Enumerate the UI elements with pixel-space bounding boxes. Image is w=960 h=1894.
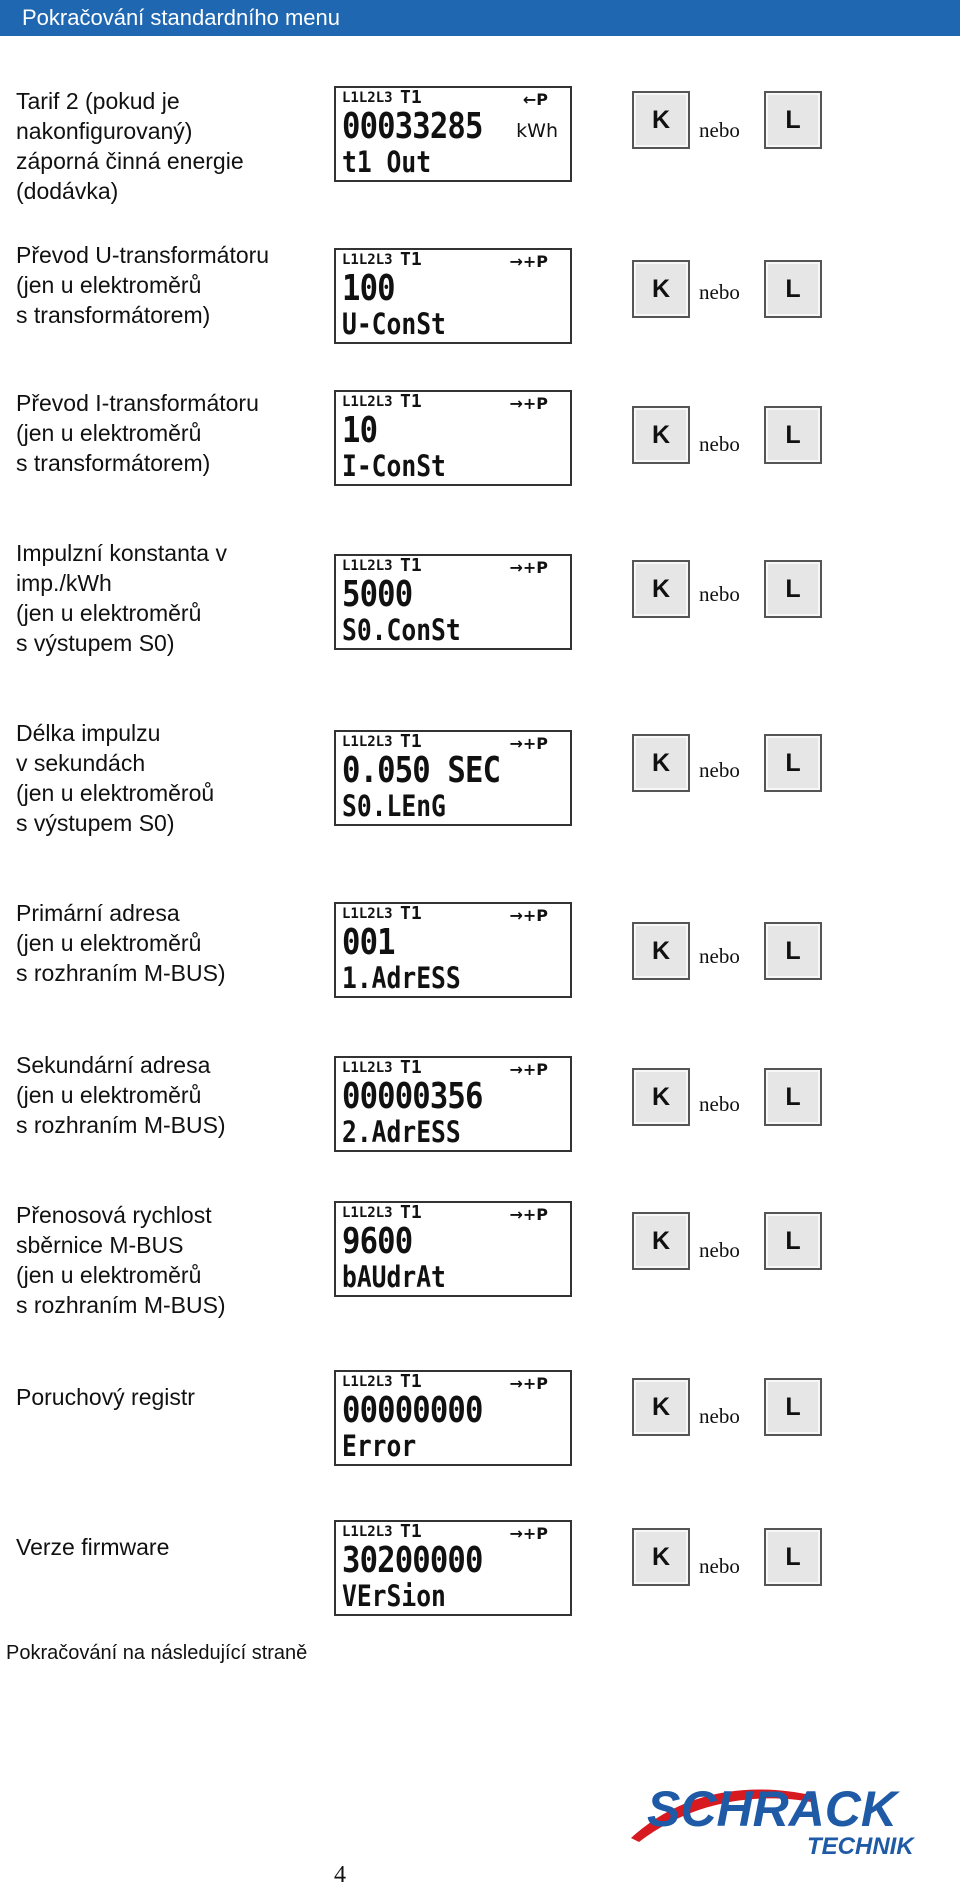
key-l-button[interactable]: L: [764, 91, 822, 149]
lcd-tariff: T1: [400, 731, 422, 752]
lcd-unit: kWh: [516, 120, 558, 142]
lcd-phases: L1L2L3: [342, 1060, 393, 1076]
continued-note: Pokračování na následující straně: [6, 1642, 308, 1664]
lcd-display: [334, 902, 572, 998]
lcd-phases: L1L2L3: [342, 558, 393, 574]
lcd-arrow-icon: →+P: [509, 252, 548, 271]
lcd-arrow-icon: →+P: [509, 1524, 548, 1543]
lcd-display: [334, 248, 572, 344]
lcd-arrow-icon: →+P: [509, 906, 548, 925]
lcd-code: S0.LEnG: [342, 789, 446, 823]
key-k-button[interactable]: K: [632, 1528, 690, 1586]
logo-sub: TECHNIK: [807, 1833, 914, 1860]
key-l-button[interactable]: L: [764, 260, 822, 318]
lcd-phases: L1L2L3: [342, 906, 393, 922]
lcd-value: 0.050 SEC: [342, 750, 501, 791]
lcd-phases: L1L2L3: [342, 394, 393, 410]
lcd-phases: L1L2L3: [342, 1524, 393, 1540]
lcd-phases: L1L2L3: [342, 734, 393, 750]
key-l-button[interactable]: L: [764, 560, 822, 618]
lcd-tariff: T1: [400, 903, 422, 924]
lcd-phases: L1L2L3: [342, 252, 393, 268]
lcd-code: S0.ConSt: [342, 613, 461, 647]
page-number: 4: [334, 1862, 346, 1888]
key-l-button[interactable]: L: [764, 734, 822, 792]
lcd-code: Error: [342, 1429, 417, 1463]
or-text: nebo: [699, 432, 740, 456]
or-text: nebo: [699, 582, 740, 606]
section-header-title: Pokračování standardního menu: [22, 5, 340, 30]
row-label: Délka impulzu v sekundách (jen u elektroměroů s výstupem S0): [16, 720, 215, 836]
lcd-display: [334, 390, 572, 486]
key-k-button[interactable]: K: [632, 406, 690, 464]
lcd-display: [334, 1201, 572, 1297]
lcd-phases: L1L2L3: [342, 1205, 393, 1221]
key-k-button[interactable]: K: [632, 91, 690, 149]
row-label: Tarif 2 (pokud je nakonfigurovaný) záporná činná energie (dodávka): [16, 88, 244, 204]
lcd-value: 00033285: [342, 106, 483, 147]
lcd-tariff: T1: [400, 249, 422, 270]
lcd-tariff: T1: [400, 555, 422, 576]
or-text: nebo: [699, 118, 740, 142]
lcd-code: 2.AdrESS: [342, 1115, 461, 1149]
lcd-value: 9600: [342, 1221, 413, 1262]
lcd-value: 10: [342, 410, 378, 451]
lcd-arrow-icon: →+P: [509, 734, 548, 753]
key-l-button[interactable]: L: [764, 1068, 822, 1126]
or-text: nebo: [699, 280, 740, 304]
or-text: nebo: [699, 944, 740, 968]
lcd-arrow-icon: →+P: [509, 394, 548, 413]
lcd-phases: L1L2L3: [342, 90, 393, 106]
lcd-arrow-icon: →+P: [509, 1205, 548, 1224]
lcd-value: 00000356: [342, 1076, 483, 1117]
row-label: Impulzní konstanta v imp./kWh (jen u elektroměrů s výstupem S0): [16, 540, 227, 656]
lcd-code: VErSion: [342, 1579, 446, 1613]
lcd-value: 30200000: [342, 1540, 483, 1581]
row-label: Přenosová rychlost sběrnice M-BUS (jen u elektroměrů s rozhraním M-BUS): [16, 1202, 226, 1318]
logo-brand: SCHRACK: [647, 1781, 897, 1837]
lcd-code: bAUdrAt: [342, 1260, 446, 1294]
row-label: Sekundární adresa (jen u elektroměrů s rozhraním M-BUS): [16, 1052, 226, 1138]
lcd-display: [334, 554, 572, 650]
lcd-value: 100: [342, 268, 395, 309]
lcd-code: I-ConSt: [342, 449, 446, 483]
lcd-arrow-icon: ←P: [522, 90, 548, 109]
lcd-display: [334, 1056, 572, 1152]
lcd-value: 5000: [342, 574, 413, 615]
lcd-arrow-icon: →+P: [509, 558, 548, 577]
lcd-tariff: T1: [400, 1371, 422, 1392]
or-text: nebo: [699, 1554, 740, 1578]
key-k-button[interactable]: K: [632, 734, 690, 792]
lcd-display: [334, 1520, 572, 1616]
key-k-button[interactable]: K: [632, 1212, 690, 1270]
lcd-code: 1.AdrESS: [342, 961, 461, 995]
lcd-tariff: T1: [400, 87, 422, 108]
row-label: Poruchový registr: [16, 1384, 195, 1410]
lcd-arrow-icon: →+P: [509, 1060, 548, 1079]
key-l-button[interactable]: L: [764, 406, 822, 464]
or-text: nebo: [699, 1404, 740, 1428]
key-k-button[interactable]: K: [632, 922, 690, 980]
or-text: nebo: [699, 1238, 740, 1262]
key-l-button[interactable]: L: [764, 1528, 822, 1586]
lcd-arrow-icon: →+P: [509, 1374, 548, 1393]
or-text: nebo: [699, 1092, 740, 1116]
row-label: Převod I-transformátoru (jen u elektroměrů s transformátorem): [16, 390, 259, 476]
lcd-display: [334, 1370, 572, 1466]
key-k-button[interactable]: K: [632, 560, 690, 618]
lcd-display: [334, 730, 572, 826]
lcd-code: U-ConSt: [342, 307, 446, 341]
lcd-tariff: T1: [400, 1057, 422, 1078]
key-k-button[interactable]: K: [632, 1068, 690, 1126]
lcd-value: 001: [342, 922, 395, 963]
lcd-code: t1 Out: [342, 145, 432, 179]
key-l-button[interactable]: L: [764, 922, 822, 980]
key-k-button[interactable]: K: [632, 260, 690, 318]
or-text: nebo: [699, 758, 740, 782]
key-l-button[interactable]: L: [764, 1212, 822, 1270]
lcd-value: 00000000: [342, 1390, 483, 1431]
key-l-button[interactable]: L: [764, 1378, 822, 1436]
lcd-phases: L1L2L3: [342, 1374, 393, 1390]
row-label: Primární adresa (jen u elektroměrů s rozhraním M-BUS): [16, 900, 226, 986]
lcd-tariff: T1: [400, 1202, 422, 1223]
lcd-tariff: T1: [400, 1521, 422, 1542]
section-header: [0, 0, 960, 36]
schrack-logo: [625, 1768, 955, 1860]
lcd-display: [334, 86, 572, 182]
lcd-tariff: T1: [400, 391, 422, 412]
key-k-button[interactable]: K: [632, 1378, 690, 1436]
row-label: Verze firmware: [16, 1534, 170, 1560]
row-label: Převod U-transformátoru (jen u elektroměrů s transformátorem): [16, 242, 270, 328]
